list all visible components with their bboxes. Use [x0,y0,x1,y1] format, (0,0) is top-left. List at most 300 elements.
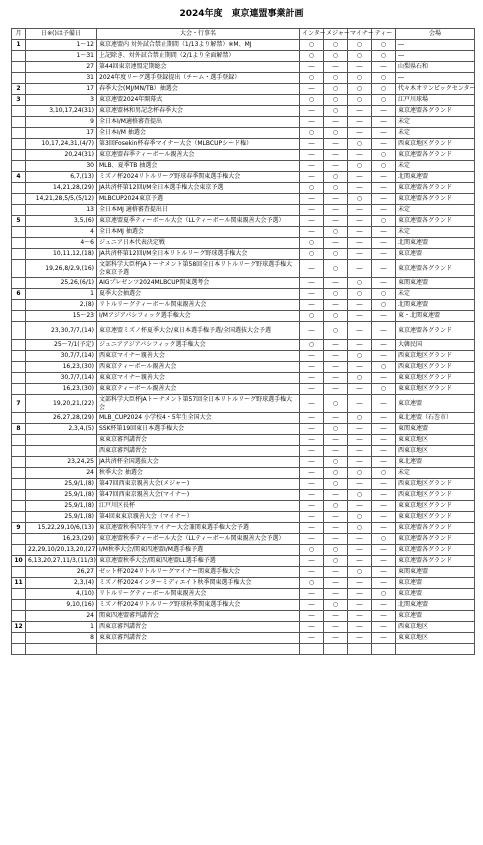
event-cell: 東京連盟内 対外試合禁止期間（1/13より解禁）※M、MJ [97,40,300,51]
intermediate-cell: ― [300,172,324,183]
intermediate-cell: ― [300,633,324,644]
major-cell: ― [324,567,348,578]
major-cell: ― [324,238,348,249]
table-row [12,139,475,150]
venue-cell: 東京連盟各グランド [396,534,475,545]
date-cell: 14,21,28,5/5,(5/12) [26,194,97,205]
intermediate-cell: ― [300,384,324,395]
tee-cell: ― [372,139,396,150]
event-cell: JA共済杯第12回I/M全日本リトルリーグ野球選手権大会 [97,249,300,260]
major-cell [324,644,348,655]
table-row [12,600,475,611]
date-cell: 1～31 [26,51,97,62]
major-cell: ○ [324,40,348,51]
tee-cell: ― [372,227,396,238]
table-row [12,340,475,351]
minor-cell: ― [348,446,372,457]
minor-cell: ― [348,205,372,216]
page-title: 2024年度 東京連盟事業計画 [179,9,304,19]
minor-cell: ― [348,249,372,260]
tee-cell: ○ [372,468,396,479]
intermediate-cell: ― [300,362,324,373]
major-cell: ○ [324,51,348,62]
table-row [12,289,475,300]
event-cell: JA共済杯第12回I/M全日本選手権大会東京予選 [97,183,300,194]
event-cell: MLB、夏季TB 抽選会 [97,161,300,172]
major-cell: ○ [324,183,348,194]
date-cell: 16,23,(29) [26,534,97,545]
venue-cell: 代々木オリンピックセンター [396,84,475,95]
table-row [12,300,475,311]
venue-cell: 山梨県石和 [396,62,475,73]
minor-cell: ○ [348,95,372,106]
intermediate-cell: ― [300,216,324,227]
date-cell: 25～7/1(予定) [26,340,97,351]
venue-cell: 北関東連盟 [396,238,475,249]
month-cell [12,278,26,289]
tee-cell: ○ [372,95,396,106]
date-cell [26,644,97,655]
major-cell: ― [324,117,348,128]
major-cell: ― [324,611,348,622]
minor-cell: ○ [348,289,372,300]
date-cell: 1 [26,289,97,300]
minor-cell: ○ [348,73,372,84]
intermediate-cell: ○ [300,578,324,589]
tee-cell: ― [372,183,396,194]
tee-cell: ― [372,490,396,501]
venue-cell: 東関東連盟 [396,424,475,435]
header-major: メジャー [324,29,348,40]
event-cell: I/Mアジアパシフィック選手権大会 [97,311,300,322]
major-cell: ○ [324,84,348,95]
venue-cell: 東京連盟各グランド [396,183,475,194]
minor-cell: ○ [348,490,372,501]
minor-cell: ○ [348,84,372,95]
date-cell: 2,3,(4) [26,578,97,589]
intermediate-cell: ― [300,194,324,205]
event-cell: 東京連盟春季ティーボール親善大会 [97,150,300,161]
major-cell: ― [324,490,348,501]
major-cell: ○ [324,468,348,479]
date-cell: 26,27,28,(29) [26,413,97,424]
venue-cell: 東京連盟各グランド [396,322,475,340]
event-cell: 第3回Fosekin杯春季マイナー大会（MLBCUPシード権） [97,139,300,150]
date-cell [26,435,97,446]
date-cell: 1 [26,622,97,633]
event-cell: MLBCUP2024東京予選 [97,194,300,205]
major-cell: ○ [324,501,348,512]
venue-cell: 江戸川球場 [396,95,475,106]
tee-cell: ― [372,413,396,424]
month-cell [12,249,26,260]
intermediate-cell: ― [300,300,324,311]
table-row [12,644,475,655]
venue-cell: 東京連盟各グランド [396,556,475,567]
event-cell: 東京連盟2024年開幕式 [97,95,300,106]
schedule-body [12,40,475,655]
venue-cell: 東京連盟 [396,589,475,600]
table-row [12,589,475,600]
venue-cell: 東関東連盟 [396,567,475,578]
major-cell: ― [324,194,348,205]
venue-cell: ― [396,73,475,84]
minor-cell: ― [348,534,372,545]
venue-cell: 東東京地区グランド [396,384,475,395]
table-row [12,249,475,260]
minor-cell: ― [348,216,372,227]
tee-cell: ○ [372,216,396,227]
event-cell: 2024年度リーグ選手登録提出（チーム・選手登録） [97,73,300,84]
date-cell: 25,26,(6/1) [26,278,97,289]
major-cell: ― [324,622,348,633]
date-cell: 16,23,(30) [26,384,97,395]
intermediate-cell: ― [300,468,324,479]
date-cell: 20,24(31) [26,150,97,161]
table-row [12,373,475,384]
table-row [12,311,475,322]
major-cell: ○ [324,424,348,435]
event-cell: 春季大会(MJ/MN/TB）抽選会 [97,84,300,95]
event-cell: 夏季大会抽選会 [97,289,300,300]
event-cell: SSK杯第19回東日本選手権大会 [97,424,300,435]
event-cell: 東東京審判講習会 [97,435,300,446]
month-cell [12,644,26,655]
tee-cell: ○ [372,362,396,373]
major-cell: ― [324,633,348,644]
tee-cell: ○ [372,84,396,95]
table-row [12,95,475,106]
intermediate-cell: ― [300,117,324,128]
tee-cell: ― [372,512,396,523]
table-row [12,633,475,644]
major-cell: ― [324,446,348,457]
event-cell: 西東京マイナー親善大会 [97,351,300,362]
minor-cell: ― [348,611,372,622]
month-cell [12,534,26,545]
month-cell [12,238,26,249]
major-cell: ― [324,139,348,150]
venue-cell: 東京連盟各グランド [396,150,475,161]
tee-cell: ○ [372,161,396,172]
intermediate-cell: ― [300,589,324,600]
date-cell: 17 [26,84,97,95]
month-cell [12,311,26,322]
month-cell [12,373,26,384]
month-cell: 8 [12,424,26,435]
minor-cell: ― [348,633,372,644]
venue-cell: 東・北関東連盟 [396,311,475,322]
minor-cell: ○ [348,567,372,578]
event-cell: AIGプレゼンツ2024MLBCUP関東選考会 [97,278,300,289]
table-row [12,362,475,373]
intermediate-cell: ○ [300,40,324,51]
date-cell: 16,23,(30) [26,362,97,373]
minor-cell: ― [348,300,372,311]
event-cell: JA共済杯全国選抜大会 [97,457,300,468]
event-cell: 西東京審判講習会 [97,446,300,457]
table-row [12,384,475,395]
venue-cell: 東京連盟 [396,395,475,413]
major-cell: ○ [324,106,348,117]
table-row [12,567,475,578]
venue-cell: 東京連盟各グランド [396,545,475,556]
venue-cell: 東関東連盟 [396,278,475,289]
month-cell: 2 [12,84,26,95]
tee-cell: ― [372,501,396,512]
date-cell: 1～12 [26,40,97,51]
tee-cell: ○ [372,384,396,395]
table-row [12,216,475,227]
table-row [12,556,475,567]
date-cell: 13 [26,205,97,216]
venue-cell: 西東京地区 [396,622,475,633]
month-cell [12,545,26,556]
tee-cell: ― [372,311,396,322]
date-cell: 24 [26,468,97,479]
minor-cell: ― [348,395,372,413]
month-cell [12,106,26,117]
venue-cell: 未定 [396,468,475,479]
major-cell: ― [324,435,348,446]
date-cell [26,446,97,457]
event-cell: 東京連盟秋季大会/関東四連盟LL選手権予選 [97,556,300,567]
table-row [12,435,475,446]
minor-cell: ― [348,150,372,161]
intermediate-cell: ― [300,512,324,523]
table-row [12,351,475,362]
intermediate-cell: ― [300,278,324,289]
date-cell: 19,20,21,(22) [26,395,97,413]
major-cell: ― [324,578,348,589]
event-cell: ミズノ杯2024インターミディエイト秋季関東選手権大会 [97,578,300,589]
minor-cell: ― [348,479,372,490]
date-cell: 25,9/1,(8) [26,512,97,523]
venue-cell: 東北連盟 [396,457,475,468]
header-minor: マイナー [348,29,372,40]
date-cell: 3,5,(6) [26,216,97,227]
month-cell [12,362,26,373]
event-cell: ジュニアアジアパシフィック選手権大会 [97,340,300,351]
table-row [12,322,475,340]
date-cell: 25,9/1,(8) [26,490,97,501]
venue-cell: 西東京地区グランド [396,490,475,501]
date-cell: 4,(10) [26,589,97,600]
event-cell: 江戸川区長杯 [97,501,300,512]
month-cell [12,351,26,362]
month-cell [12,384,26,395]
minor-cell: ― [348,457,372,468]
major-cell: ○ [324,73,348,84]
venue-cell: 東東京地区グランド [396,512,475,523]
intermediate-cell [300,644,324,655]
tee-cell: ― [372,194,396,205]
intermediate-cell: ― [300,611,324,622]
month-cell: 6 [12,289,26,300]
minor-cell: ○ [348,40,372,51]
major-cell: ― [324,373,348,384]
tee-cell: ― [372,633,396,644]
event-cell: 東東京マイナー親善大会 [97,373,300,384]
schedule-table [11,28,475,655]
date-cell: 31 [26,73,97,84]
major-cell: ― [324,300,348,311]
header-venue: 会場 [396,29,475,40]
table-row [12,534,475,545]
month-cell [12,501,26,512]
intermediate-cell: ― [300,395,324,413]
table-row [12,260,475,278]
date-cell: 14,21,28,(29) [26,183,97,194]
month-cell [12,51,26,62]
major-cell: ○ [324,479,348,490]
table-row [12,545,475,556]
tee-cell: ― [372,128,396,139]
tee-cell: ― [372,351,396,362]
date-cell: 30,7/7,(14) [26,351,97,362]
table-row [12,501,475,512]
tee-cell: ― [372,117,396,128]
table-row [12,479,475,490]
table-row [12,73,475,84]
venue-cell: 東東京地区グランド [396,501,475,512]
month-cell: 12 [12,622,26,633]
month-cell: 11 [12,578,26,589]
tee-cell: ― [372,545,396,556]
major-cell: ○ [324,457,348,468]
date-cell: 30 [26,161,97,172]
tee-cell: ― [372,106,396,117]
venue-cell: 西東京地区グランド [396,479,475,490]
intermediate-cell: ― [300,62,324,73]
intermediate-cell: ― [300,534,324,545]
major-cell: ― [324,205,348,216]
minor-cell: ― [348,172,372,183]
venue-cell: 大韓民国 [396,340,475,351]
table-row [12,512,475,523]
tee-cell: ― [372,479,396,490]
venue-cell: 東京連盟 [396,611,475,622]
intermediate-cell: ― [300,413,324,424]
minor-cell: ― [348,424,372,435]
minor-cell: ― [348,117,372,128]
table-row [12,238,475,249]
venue-cell: 北関東連盟 [396,600,475,611]
minor-cell: ― [348,62,372,73]
intermediate-cell: ○ [300,95,324,106]
major-cell: ― [324,340,348,351]
month-cell: 9 [12,523,26,534]
date-cell: 10,17,24,31,(4/7) [26,139,97,150]
date-cell: 25,9/1,(8) [26,501,97,512]
event-cell: 東京連盟秋季ティーボール大会（LLティーボール関東親善大会予選） [97,534,300,545]
venue-cell: 未定 [396,227,475,238]
month-cell [12,128,26,139]
intermediate-cell: ― [300,161,324,172]
intermediate-cell: ― [300,424,324,435]
venue-cell: 東東京地区 [396,633,475,644]
venue-cell: 未定 [396,117,475,128]
date-cell: 15～23 [26,311,97,322]
date-cell: 25,9/1,(8) [26,479,97,490]
table-row [12,106,475,117]
minor-cell: ― [348,311,372,322]
minor-cell: ○ [348,351,372,362]
tee-cell: ― [372,340,396,351]
date-cell: 2,(8) [26,300,97,311]
header-month: 月 [12,29,26,40]
tee-cell: ― [372,600,396,611]
month-cell [12,62,26,73]
intermediate-cell: ― [300,139,324,150]
venue-cell: 西東京地区グランド [396,139,475,150]
event-cell: ミズノ杯2024リトルリーグ野球春季関東選手権大会 [97,172,300,183]
major-cell: ― [324,216,348,227]
tee-cell: ― [372,62,396,73]
event-cell: リトルリーグティーボール関東親善大会 [97,589,300,600]
table-row [12,424,475,435]
table-row [12,446,475,457]
header-date: 日※()は予備日 [26,29,97,40]
minor-cell: ― [348,260,372,278]
venue-cell: ― [396,51,475,62]
intermediate-cell: ○ [300,238,324,249]
minor-cell: ― [348,227,372,238]
tee-cell: ― [372,373,396,384]
event-cell: 西東京ティーボール親善大会 [97,362,300,373]
month-cell [12,435,26,446]
venue-cell: 北関東連盟 [396,172,475,183]
intermediate-cell: ○ [300,51,324,62]
venue-cell: 東北連盟（石巻市） [396,413,475,424]
minor-cell: ○ [348,512,372,523]
event-cell: 文部科学大臣杯JAトーナメント第57回全日本リトルリーグ野球選手権大会 [97,395,300,413]
month-cell [12,194,26,205]
intermediate-cell: ― [300,373,324,384]
intermediate-cell: ○ [300,73,324,84]
table-row [12,457,475,468]
event-cell: 東京連盟林和男記念杯春季大会 [97,106,300,117]
major-cell: ○ [324,395,348,413]
table-row [12,150,475,161]
date-cell: 4 [26,227,97,238]
major-cell: ○ [324,322,348,340]
venue-cell: 西東京地区グランド [396,362,475,373]
minor-cell: ― [348,238,372,249]
major-cell: ○ [324,260,348,278]
venue-cell: 西東京地区グランド [396,351,475,362]
month-cell [12,446,26,457]
minor-cell: ― [348,362,372,373]
table-row [12,622,475,633]
date-cell: 22,29,10/20,13,20,(27) [26,545,97,556]
major-cell: ○ [324,311,348,322]
tee-cell: ― [372,238,396,249]
event-cell: 東東京審判講習会 [97,633,300,644]
event-cell: 東京連盟夏季ティーボール大会（LLティーボール関東親善大会予選） [97,216,300,227]
table-row [12,84,475,95]
major-cell: ― [324,278,348,289]
header-row [12,29,475,40]
month-cell [12,512,26,523]
month-cell [12,600,26,611]
event-cell: 東京連盟ミズノ杯夏季大会/東日本選手権予選/全国選抜大会予選 [97,322,300,340]
event-cell: ミズノ杯2024リトルリーグ野球秋季関東選手権大会 [97,600,300,611]
date-cell: 6,7,(13) [26,172,97,183]
major-cell: ○ [324,128,348,139]
tee-cell: ○ [372,73,396,84]
major-cell: ― [324,523,348,534]
